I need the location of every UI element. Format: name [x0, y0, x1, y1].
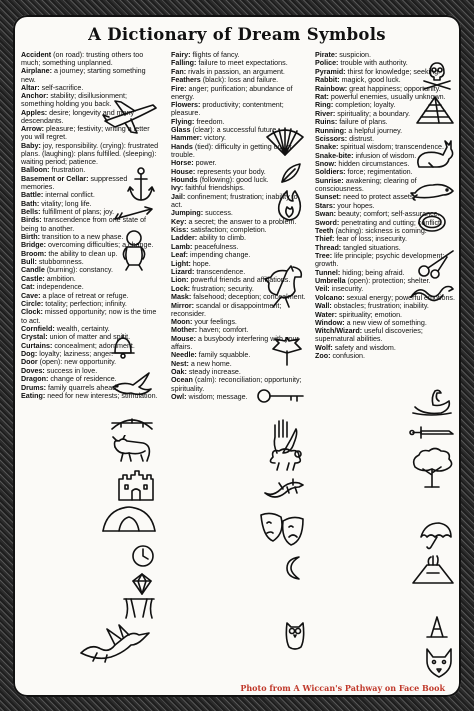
- entry-term: Police:: [315, 59, 339, 68]
- entry-definition: success.: [205, 209, 233, 218]
- entry-definition: overcoming difficulties; a change.: [47, 241, 154, 250]
- dictionary-entry: [21, 283, 161, 291]
- entry-definition: anger; purification; abundance of energy.: [171, 84, 293, 101]
- entry-term: Fire:: [171, 84, 187, 93]
- swan-icon: [411, 387, 453, 417]
- entry-term: Feathers: [171, 76, 201, 85]
- entry-term: Circle:: [21, 300, 44, 309]
- pyramid-icon: [415, 95, 455, 125]
- entry-definition: (open): protection; shelter.: [347, 276, 431, 285]
- rat-icon: [409, 179, 455, 201]
- entry-term: Wolf:: [315, 343, 333, 352]
- entry-term: Falling:: [171, 59, 197, 68]
- entry-term: Snake:: [315, 143, 339, 152]
- entry-term: Lock:: [171, 284, 191, 293]
- entry-definition: a busybody interfering with your affairs.: [171, 334, 299, 351]
- dictionary-entry: [21, 275, 161, 283]
- entry-definition: magick, good luck.: [341, 76, 401, 85]
- entry-term: Wall:: [315, 302, 332, 311]
- entry-definition: fear of loss; insecurity.: [336, 235, 407, 244]
- dictionary-entry: [171, 226, 307, 234]
- dictionary-entry: [315, 327, 457, 343]
- entry-term: Hounds: [171, 175, 198, 184]
- page-title: A Dictionary of Dream Symbols: [88, 25, 386, 44]
- entry-definition: a secret; the answer to a problem.: [188, 217, 297, 226]
- entry-term: Ocean: [171, 376, 193, 385]
- entry-definition: independence.: [36, 283, 84, 292]
- entry-definition: power.: [195, 159, 217, 168]
- entry-definition: penetrating and cutting; conflict.: [341, 218, 443, 227]
- entry-term: Rainbow:: [315, 84, 348, 93]
- dictionary-entry: [171, 101, 307, 117]
- umbrella-icon: [419, 521, 453, 551]
- entry-term: Bridge:: [21, 241, 46, 250]
- bull-icon: [109, 435, 153, 463]
- entry-definition: stubbornness.: [38, 258, 84, 267]
- entry-definition: wisdom; message.: [188, 392, 248, 401]
- entry-term: Bath:: [21, 199, 40, 208]
- entry-term: Sunrise:: [315, 176, 344, 185]
- entry-term: Oak:: [171, 368, 187, 377]
- entry-definition: thirst for knowledge; seeking.: [347, 67, 441, 76]
- entry-definition: (aching): sickness is coming.: [335, 226, 427, 235]
- entry-definition: a helpful journey.: [348, 126, 403, 135]
- entry-term: Scissors:: [315, 134, 348, 143]
- entry-term: Cave:: [21, 291, 41, 300]
- entry-definition: haven; comfort.: [199, 326, 249, 335]
- dictionary-entry: [171, 118, 307, 126]
- entry-term: Tree:: [315, 252, 333, 261]
- dictionary-entry: [21, 300, 161, 308]
- entry-definition: confusion.: [332, 352, 366, 361]
- entry-term: Ruins:: [315, 118, 338, 127]
- dictionary-entry: [21, 142, 161, 166]
- entry-definition: (open): new opportunity.: [39, 358, 117, 367]
- lizard-icon: [263, 473, 305, 499]
- entry-term: Snow:: [315, 160, 337, 169]
- entry-term: River:: [315, 109, 336, 118]
- fan-icon: [265, 127, 305, 157]
- entry-definition: transcendence from one state of being to another.: [21, 216, 147, 233]
- dictionary-entry: [21, 350, 161, 358]
- entry-term: Thief:: [315, 235, 335, 244]
- entry-definition: great happiness; opportunity.: [349, 84, 441, 93]
- bell-icon: [105, 333, 139, 363]
- entry-definition: tangled situations.: [343, 243, 401, 252]
- entry-definition: steady increase.: [188, 368, 241, 377]
- entry-definition: infusion of wisdom.: [355, 151, 417, 160]
- entry-definition: transition to a new phase.: [42, 232, 124, 241]
- entry-term: Cat:: [21, 283, 35, 292]
- dictionary-entry: [171, 243, 307, 251]
- entry-term: Flying:: [171, 117, 195, 126]
- entry-term: Window:: [315, 318, 345, 327]
- document-sheet: [13, 15, 461, 697]
- entry-term: Soldiers:: [315, 168, 346, 177]
- entry-definition: insecurity.: [331, 285, 364, 294]
- entry-definition: falsehood; deception; concealment.: [193, 293, 306, 302]
- dictionary-entry: [21, 51, 161, 67]
- entry-definition: a new view of something.: [346, 318, 427, 327]
- dictionary-entry: [171, 251, 307, 259]
- entry-term: House:: [171, 167, 196, 176]
- entry-definition: awakening; clearing of consciousness.: [315, 176, 417, 193]
- fire-icon: [275, 187, 303, 221]
- entry-definition: hiding; being afraid.: [342, 268, 405, 277]
- dictionary-entry: [171, 85, 307, 101]
- entry-term: Pirate:: [315, 51, 338, 59]
- entry-definition: peacefulness.: [194, 242, 239, 251]
- entry-term: Rat:: [315, 92, 329, 101]
- entry-term: Mask:: [171, 293, 192, 302]
- entry-definition: a place of retreat or refuge.: [42, 291, 129, 300]
- entry-term: Airplane:: [21, 67, 52, 76]
- entry-term: Water:: [315, 310, 337, 319]
- entry-definition: frustration.: [51, 166, 86, 175]
- witch-icon: [425, 615, 449, 641]
- photo-credit: Photo from A Wiccan's Pathway on Face Book: [240, 683, 445, 693]
- entry-definition: safety and wisdom.: [334, 343, 396, 352]
- entry-term: Teeth: [315, 226, 334, 235]
- entry-definition: (tied): difficulty in getting out of trouble.: [171, 142, 292, 159]
- entry-term: Moon:: [171, 318, 193, 327]
- dictionary-entry: [315, 51, 457, 59]
- entry-definition: success in love.: [46, 366, 98, 375]
- entry-term: Cornfield:: [21, 324, 55, 333]
- entry-term: Bull:: [21, 258, 37, 267]
- entry-term: Fairy:: [171, 51, 191, 59]
- snake-icon: [409, 279, 455, 305]
- dictionary-entry: [315, 127, 457, 135]
- entry-definition: totality; perfection; infinity.: [45, 300, 127, 309]
- entry-term: Mouse:: [171, 334, 196, 343]
- entry-definition: your feelings.: [194, 318, 237, 327]
- entry-definition: spiritual wisdom; transcendence.: [340, 143, 444, 152]
- entry-definition: obstacles; frustration; inability.: [333, 302, 429, 311]
- entry-term: Castle:: [21, 274, 45, 283]
- dictionary-entry: [21, 308, 161, 324]
- entry-definition: hope.: [192, 259, 211, 268]
- dictionary-entry: [21, 84, 161, 92]
- leaf-icon: [269, 337, 305, 367]
- entry-definition: suppressed memories.: [21, 174, 128, 191]
- entry-term: Bells:: [21, 208, 41, 217]
- entry-definition: life principle; psychic development; growth.: [315, 252, 445, 269]
- dragon-icon: [77, 623, 153, 663]
- entry-definition: ambition.: [46, 274, 76, 283]
- entry-term: Clock:: [21, 308, 43, 317]
- entry-definition: spirituality; emotion.: [338, 310, 403, 319]
- entry-definition: (calm): reconciliation; opportunity; spirituality.: [171, 376, 302, 393]
- entry-term: Fan:: [171, 67, 187, 76]
- entry-definition: joy, responsibility. (crying): frustrated plans. (laughing): plans fulfilled. (sleeping): waiting period; patience.: [21, 141, 159, 166]
- dictionary-entry: [315, 202, 457, 210]
- entry-definition: force; regimentation.: [347, 168, 413, 177]
- entry-term: Glass: [171, 125, 191, 134]
- feather-icon: [279, 161, 303, 185]
- entry-definition: powerful friends and affiliations.: [190, 276, 291, 285]
- entry-term: Eating:: [21, 392, 46, 401]
- dictionary-entry: [171, 51, 307, 59]
- entry-definition: completion; loyalty.: [335, 101, 396, 110]
- entry-definition: rivals in passion, an argument.: [188, 67, 285, 76]
- dictionary-entry: [171, 234, 307, 242]
- entry-definition: suspicion.: [339, 51, 371, 59]
- entry-definition: powerful enemies, usually unknown.: [330, 92, 446, 101]
- entry-term: Curtains:: [21, 341, 53, 350]
- entry-definition: your hopes.: [337, 201, 375, 210]
- entry-term: Horse:: [171, 159, 194, 168]
- scissors-icon: [417, 249, 455, 279]
- clock-icon: [131, 543, 155, 569]
- dictionary-entry: [171, 68, 307, 76]
- dictionary-entry: [171, 368, 307, 376]
- dictionary-entry: [171, 76, 307, 84]
- entry-definition: useful discoveries; supernatural abilities.: [315, 327, 423, 344]
- entry-definition: family quarrels ahead.: [47, 383, 119, 392]
- dictionary-entry: [21, 325, 161, 333]
- entry-term: Hands: [171, 142, 193, 151]
- entry-term: Arrow:: [21, 125, 45, 134]
- entry-term: Basement or Cellar:: [21, 174, 89, 183]
- entry-definition: family squabble.: [198, 351, 251, 360]
- entry-definition: impending change.: [190, 251, 251, 260]
- entry-definition: victory.: [203, 134, 227, 143]
- entry-term: Witch/Wizard:: [315, 327, 363, 336]
- moon-icon: [283, 555, 305, 581]
- entry-term: Ladder:: [171, 234, 198, 243]
- airplane-icon: [101, 97, 159, 137]
- entry-definition: union of matter and spirit.: [49, 333, 131, 342]
- entry-term: Key:: [171, 217, 187, 226]
- entry-definition: (on road): trusting others too much; something unplanned.: [21, 51, 144, 68]
- entry-definition: (burning): constancy.: [46, 266, 113, 275]
- entry-definition: (clear): a successful future.: [192, 125, 279, 134]
- castle-icon: [117, 467, 155, 501]
- dictionary-entry: [21, 342, 161, 350]
- entry-definition: distrust.: [349, 134, 375, 143]
- entry-term: Apples:: [21, 108, 48, 117]
- sword-icon: [409, 423, 455, 445]
- entry-definition: freedom.: [196, 117, 225, 126]
- entry-definition: represents your body.: [197, 167, 266, 176]
- entry-term: Lion:: [171, 276, 189, 285]
- arrow-icon: [113, 205, 155, 223]
- entry-definition: failure to meet expectations.: [198, 59, 288, 68]
- entry-definition: beauty; comfort; self-assurance.: [338, 210, 440, 219]
- wolf-icon: [423, 647, 455, 679]
- entry-definition: ability to climb.: [199, 234, 246, 243]
- entry-term: Hammer:: [171, 134, 202, 143]
- dictionary-entry: [315, 352, 457, 360]
- entry-term: Crystal:: [21, 333, 48, 342]
- key-icon: [257, 387, 305, 405]
- bridge-icon: [111, 413, 153, 431]
- entry-definition: failure of plans.: [339, 118, 388, 127]
- entry-definition: hidden circumstances.: [338, 160, 410, 169]
- entry-term: Flowers:: [171, 101, 201, 110]
- entry-term: Zoo:: [315, 352, 331, 361]
- entry-term: Baby:: [21, 141, 41, 150]
- entry-term: Doves:: [21, 366, 45, 375]
- entry-term: Leaf:: [171, 251, 189, 260]
- entry-definition: change of residence.: [50, 375, 117, 384]
- entry-definition: trouble with authority.: [340, 59, 408, 68]
- lamb-icon: [265, 445, 305, 471]
- anchor-icon: [127, 167, 155, 203]
- entry-term: Light:: [171, 259, 191, 268]
- dictionary-entry: [171, 318, 307, 326]
- entry-definition: wealth, certainty.: [56, 324, 110, 333]
- entry-term: Dragon:: [21, 375, 49, 384]
- entry-definition: frustration; security.: [192, 284, 254, 293]
- dictionary-entry: [315, 344, 457, 352]
- entry-term: Broom:: [21, 249, 47, 258]
- entry-definition: self-sacrifice.: [41, 83, 84, 92]
- entry-definition: stability; disillusionment; something holding you back.: [21, 92, 127, 109]
- entry-definition: desire; longevity and many descendants.: [21, 108, 135, 125]
- rabbit-icon: [413, 139, 455, 171]
- dictionary-entry: [315, 319, 457, 327]
- entry-definition: loyalty; laziness; anger.: [39, 350, 114, 359]
- entry-term: Sword:: [315, 218, 340, 227]
- entry-term: Anchor:: [21, 92, 49, 101]
- dictionary-entry: [21, 358, 161, 366]
- horse-icon: [263, 265, 305, 309]
- crystal-icon: [131, 573, 153, 595]
- entry-term: Accident: [21, 51, 52, 59]
- entry-term: Jail:: [171, 192, 186, 201]
- dictionary-entry: [315, 235, 457, 243]
- entry-definition: missed opportunity; now is the time to act.: [21, 308, 157, 325]
- entry-term: Balloon:: [21, 166, 50, 175]
- entry-term: Rabbit:: [315, 76, 340, 85]
- entry-term: Owl:: [171, 392, 187, 401]
- entry-definition: concealment; adornment.: [54, 341, 135, 350]
- entry-definition: a new home.: [190, 359, 232, 368]
- pirate-icon: [421, 59, 453, 91]
- dictionary-entry: [21, 333, 161, 341]
- entry-term: Sunset:: [315, 193, 342, 202]
- entry-term: Ivy:: [171, 184, 184, 193]
- entry-term: Thread:: [315, 243, 342, 252]
- entry-definition: spirituality; a boundary.: [337, 109, 411, 118]
- dove-icon: [109, 367, 155, 399]
- entry-definition: productivity; contentment; pleasure.: [171, 101, 284, 118]
- entry-term: Lizard:: [171, 267, 195, 276]
- entry-term: Kiss:: [171, 226, 189, 235]
- entry-term: Nest:: [171, 359, 189, 368]
- curtains-icon: [123, 597, 155, 619]
- cave-icon: [101, 503, 157, 533]
- entry-definition: (following): good luck.: [199, 175, 269, 184]
- mask-icon: [259, 511, 305, 547]
- entry-definition: transcendence.: [196, 267, 246, 276]
- ring-icon: [417, 211, 447, 233]
- entry-definition: vitality; long life.: [41, 199, 92, 208]
- entry-term: Mirror:: [171, 301, 195, 310]
- entry-definition: internal conflict.: [45, 191, 95, 200]
- entry-term: Door: [21, 358, 38, 367]
- entry-term: Ring:: [315, 101, 334, 110]
- entry-term: Stars:: [315, 201, 336, 210]
- entry-definition: (black): loss and failure.: [202, 76, 279, 85]
- owl-icon: [283, 619, 307, 651]
- entry-definition: a journey; starting something new.: [21, 67, 146, 84]
- entry-definition: scandal or disappointment; reconsider.: [171, 301, 282, 318]
- entry-definition: fulfillment of plans; joy.: [42, 208, 115, 217]
- entry-term: Veil:: [315, 285, 330, 294]
- entry-term: Pyramid:: [315, 67, 346, 76]
- entry-term: Battle:: [21, 191, 44, 200]
- entry-term: Dog:: [21, 350, 38, 359]
- entry-term: Mother:: [171, 326, 198, 335]
- entry-term: Birth:: [21, 232, 41, 241]
- entry-term: Running:: [315, 126, 347, 135]
- entry-term: Snake-bite:: [315, 151, 354, 160]
- entry-term: Needle:: [171, 351, 197, 360]
- dictionary-entry: [21, 67, 161, 83]
- entry-definition: satisfaction; completion.: [190, 226, 267, 235]
- entry-definition: flights of fancy.: [192, 51, 240, 59]
- entry-term: Lamb:: [171, 242, 193, 251]
- volcano-icon: [411, 555, 455, 585]
- entry-term: Swan:: [315, 210, 337, 219]
- dictionary-entry: [171, 326, 307, 334]
- entry-term: Jumping:: [171, 209, 204, 218]
- entry-term: Candle: [21, 266, 45, 275]
- dictionary-entry: [21, 292, 161, 300]
- entry-term: Altar:: [21, 83, 40, 92]
- entry-definition: pleasure; festivity; writing a letter you will regret.: [21, 125, 150, 142]
- dictionary-entry: [171, 59, 307, 67]
- entry-term: Umbrella: [315, 276, 346, 285]
- entry-definition: the ability to clean up.: [48, 249, 118, 258]
- entry-definition: confinement; frustration; inability to act.: [171, 192, 298, 209]
- entry-term: Volcano:: [315, 293, 345, 302]
- baby-icon: [117, 229, 151, 271]
- entry-definition: need to protect assets.: [343, 193, 416, 202]
- dictionary-entry: [315, 311, 457, 319]
- tree-icon: [409, 447, 455, 489]
- entry-term: Drums:: [21, 383, 46, 392]
- entry-term: Tunnel:: [315, 268, 341, 277]
- dog-icon: [77, 599, 78, 600]
- entry-definition: need for new interests; stimulation.: [47, 392, 158, 401]
- entry-definition: sexual energy; powerful emotions.: [346, 293, 455, 302]
- entry-definition: faithful friendships.: [185, 184, 245, 193]
- entry-term: Birds:: [21, 216, 42, 225]
